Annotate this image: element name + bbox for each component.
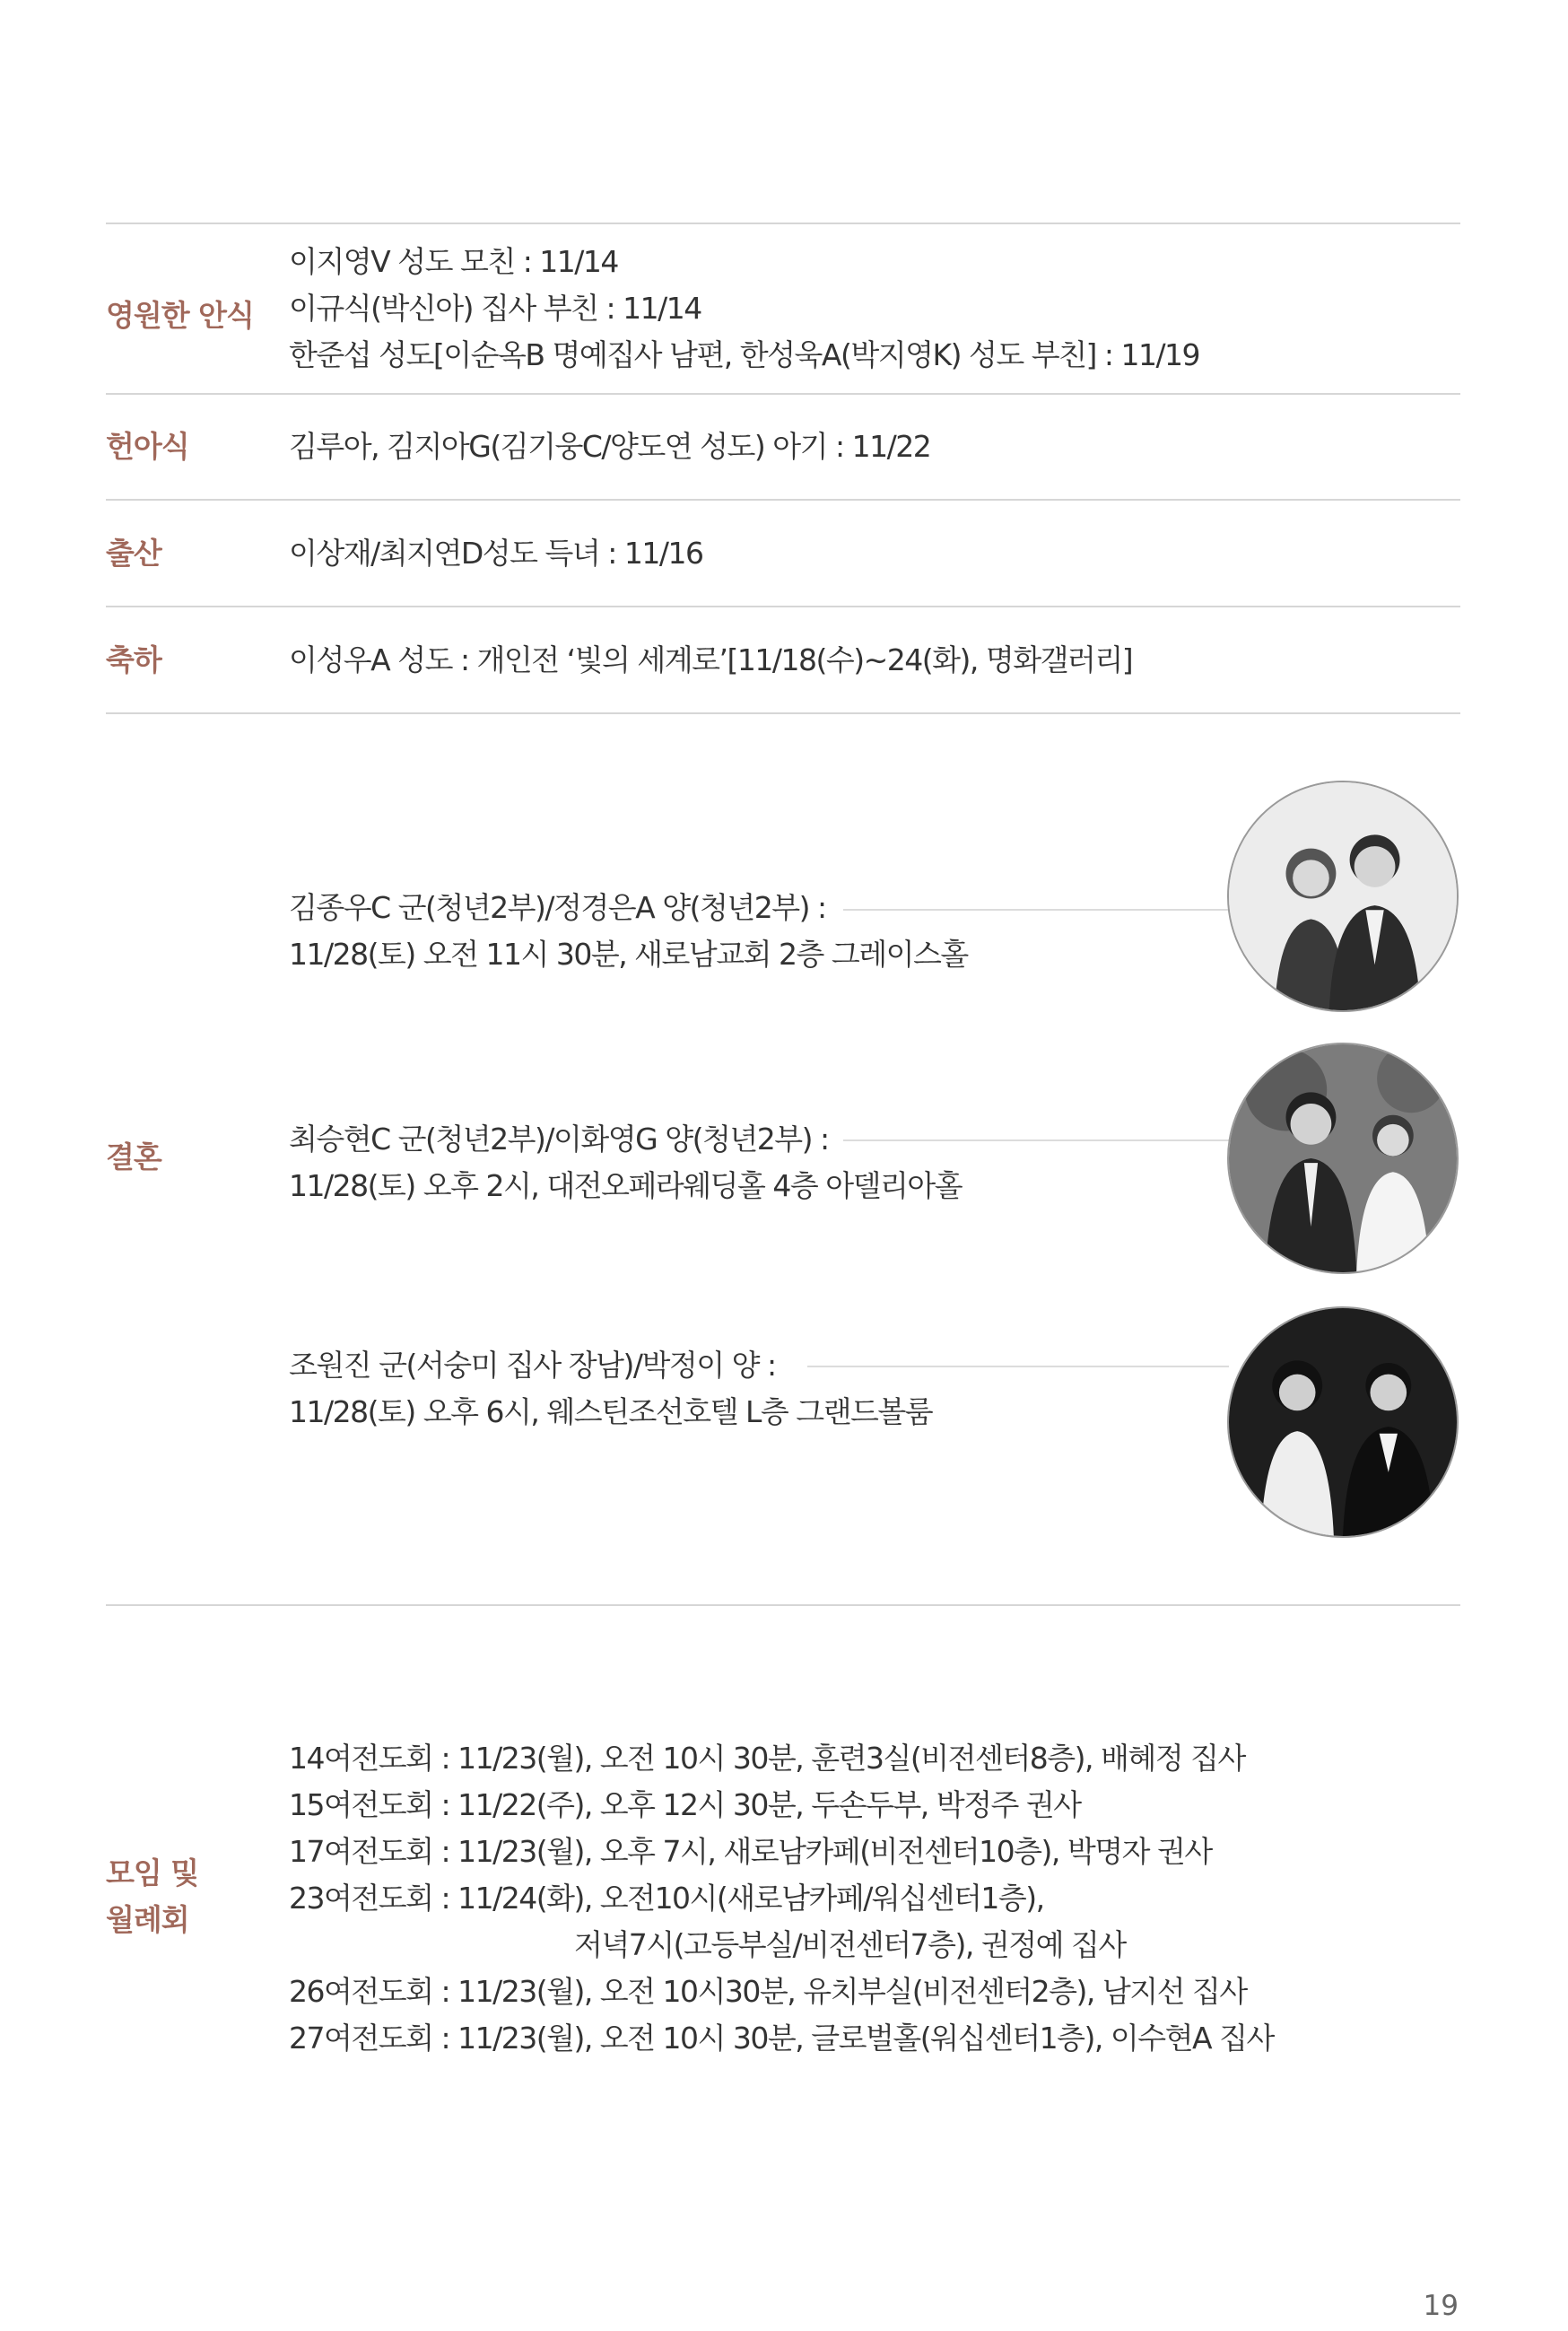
page-number: 19: [1423, 2290, 1459, 2322]
couple-photo-2: [1227, 1043, 1459, 1274]
couple-photo-3: [1227, 1306, 1459, 1538]
dedication-text: [289, 423, 930, 470]
couple-photo-icon: [1229, 1044, 1457, 1272]
list-item: 한준섭 성도[이순옥B 명예집사 남편, 한성욱A(박지영K) 성도 부친] : 11/19: [289, 337, 1200, 372]
list-item: 17여전도회 : 11/23(월), 오후 7시, 새로남카페(비전센터10층), 박명자 권사: [289, 1834, 1212, 1869]
list-item: 이규식(박신아) 집사 부친 : 11/14: [289, 291, 701, 326]
wedding-couple: 김종우C 군(청년2부)/정경은A 양(청년2부) :: [289, 890, 826, 925]
leader-line: [843, 1139, 1229, 1141]
birth-text: [289, 530, 703, 577]
divider: [106, 499, 1460, 501]
label-line: 모임 및: [106, 1855, 199, 1890]
list-item: 15여전도회 : 11/22(주), 오후 12시 30분, 두손두부, 박정주 권사: [289, 1787, 1081, 1822]
leader-line: [843, 909, 1229, 911]
wedding-entry-2: [289, 1116, 962, 1209]
list-item: 27여전도회 : 11/23(월), 오전 10시 30분, 글로벌홀(워십센터1층), 이수현A 집사: [289, 2021, 1274, 2056]
congrats-text: [289, 637, 1132, 684]
couple-photo-icon: [1229, 1308, 1457, 1536]
section-label-dedication: 헌아식: [106, 429, 189, 464]
list-item: 김루아, 김지아G(김기웅C/양도연 성도) 아기 : 11/22: [289, 429, 931, 464]
couple-photo-1: [1227, 781, 1459, 1012]
divider: [106, 712, 1460, 714]
divider: [106, 1604, 1460, 1606]
section-label-wedding: 결혼: [106, 1139, 161, 1174]
section-label-condolence: 영원한 안식: [106, 298, 254, 333]
couple-photo-icon: [1229, 782, 1457, 1010]
list-item: 이지영V 성도 모친 : 11/14: [289, 244, 618, 279]
list-item: 26여전도회 : 11/23(월), 오전 10시30분, 유치부실(비전센터2층), 남지선 집사: [289, 1974, 1247, 2009]
wedding-couple: 조원진 군(서숭미 집사 장남)/박정이 양 :: [289, 1348, 776, 1383]
wedding-couple: 최승현C 군(청년2부)/이화영G 양(청년2부) :: [289, 1122, 829, 1157]
condolence-list: [289, 239, 1199, 379]
wedding-details: 11/28(토) 오전 11시 30분, 새로남교회 2층 그레이스홀: [289, 937, 968, 972]
wedding-details: 11/28(토) 오후 2시, 대전오페라웨딩홀 4층 아델리아홀: [289, 1168, 963, 1203]
section-label-birth: 출산: [106, 536, 161, 571]
wedding-entry-3: [289, 1342, 932, 1436]
list-item: 23여전도회 : 11/24(화), 오전10시(새로남카페/워십센터1층),: [289, 1881, 1044, 1916]
list-item: 이성우A 성도 : 개인전 ‘빛의 세계로’[11/18(수)∼24(화), 명화갤러리]: [289, 642, 1133, 677]
section-label-meetings: [106, 1850, 198, 1943]
divider: [106, 606, 1460, 607]
wedding-entry-1: [289, 885, 968, 978]
wedding-details: 11/28(토) 오후 6시, 웨스틴조선호텔 L층 그랜드볼룸: [289, 1394, 933, 1429]
divider: [106, 393, 1460, 395]
section-label-congrats: 축하: [106, 642, 161, 677]
label-line: 월례회: [106, 1902, 189, 1937]
list-item: 저녁7시(고등부실/비전센터7층), 권정예 집사: [574, 1927, 1126, 1962]
list-item: 이상재/최지연D성도 득녀 : 11/16: [289, 536, 703, 571]
divider: [106, 223, 1460, 224]
meetings-list: [289, 1735, 1274, 2062]
list-item: 14여전도회 : 11/23(월), 오전 10시 30분, 훈련3실(비전센터8층), 배혜정 집사: [289, 1741, 1245, 1776]
leader-line: [807, 1366, 1229, 1367]
